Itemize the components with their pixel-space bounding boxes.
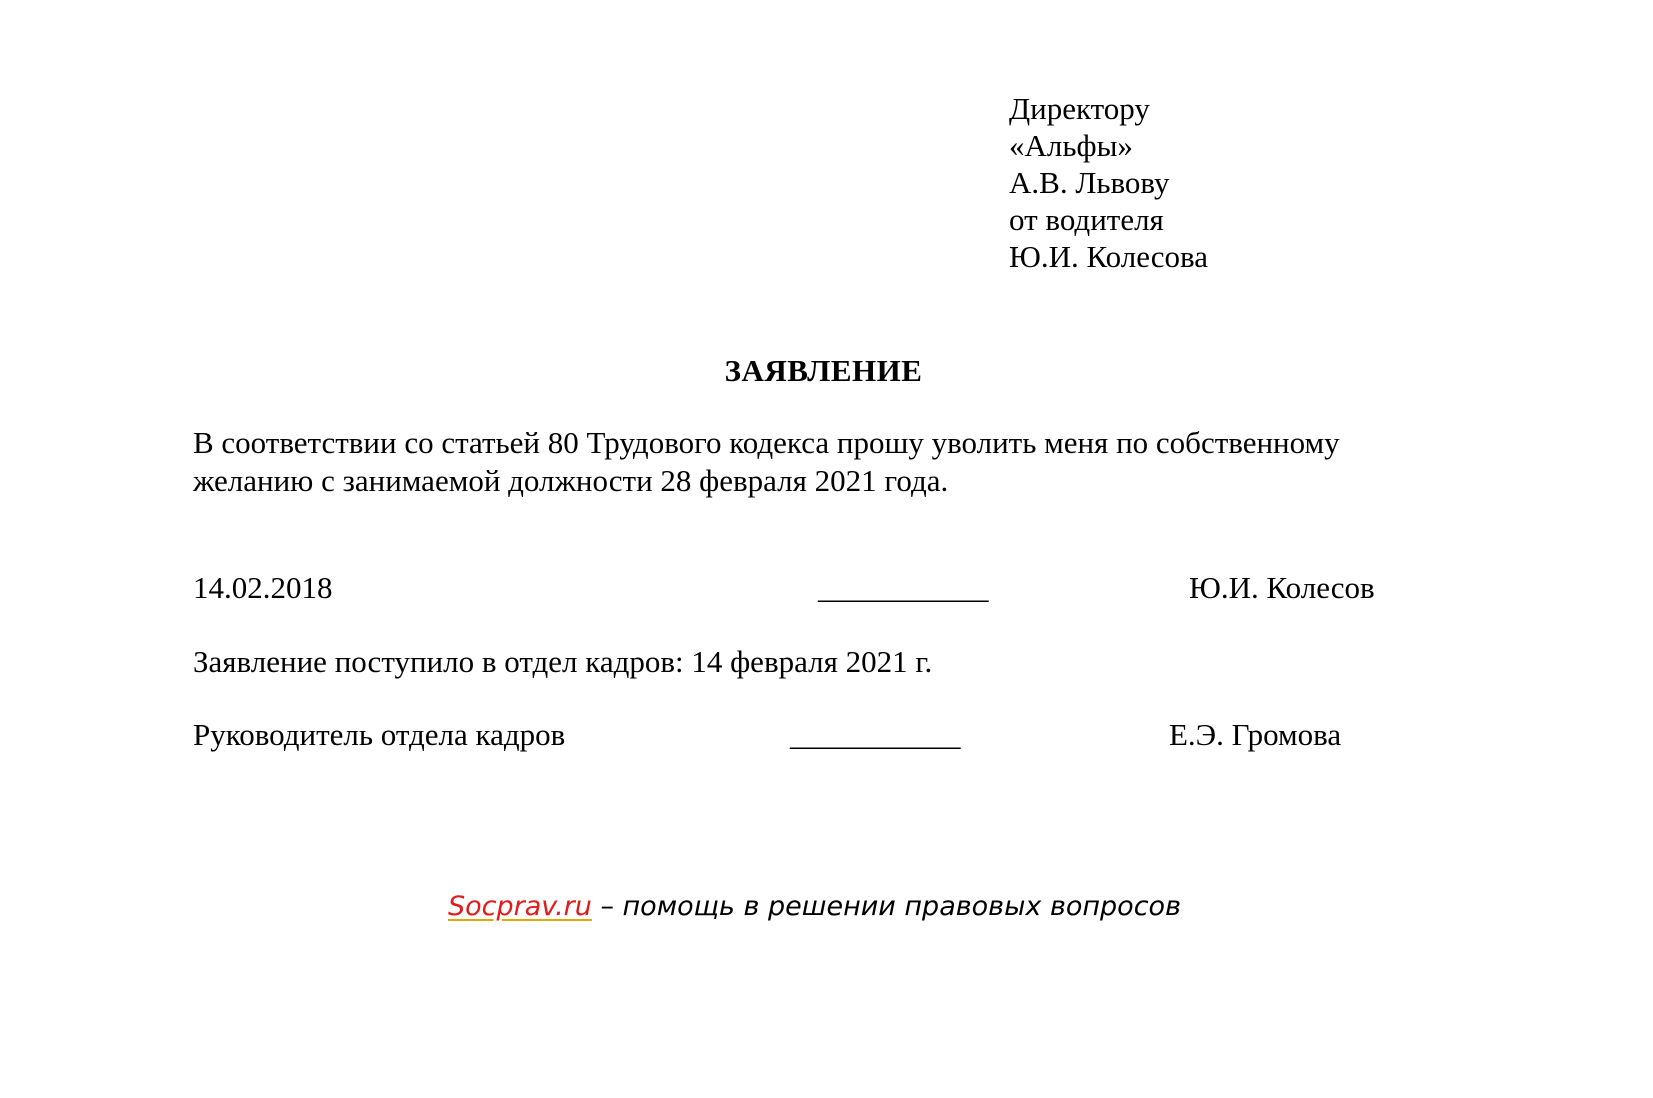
footer-banner [448, 888, 1181, 926]
hr-signature-blank: ___________ [790, 717, 961, 752]
body-text-line-1: В соответствии со статьей 80 Трудового кодекса прошу уволить меня по собственному [193, 425, 1340, 460]
addressee-line-applicant-name: Ю.И. Колесова [1009, 239, 1208, 274]
body-text-line-2: желанию с занимаемой должности 28 февраля 2021 года. [193, 463, 949, 498]
hr-head-position: Руководитель отдела кадров [193, 717, 566, 752]
footer-tagline: – помощь в решении правовых вопросов [591, 891, 1181, 922]
addressee-line-director-name: А.В. Львову [1009, 165, 1170, 200]
application-date: 14.02.2018 [193, 570, 333, 605]
addressee-line-director: Директору [1009, 91, 1150, 126]
addressee-block [1009, 90, 1208, 275]
document-title [0, 352, 1653, 390]
applicant-signature-blank: ___________ [818, 570, 989, 605]
document-title-text: ЗАЯВЛЕНИЕ [724, 353, 923, 388]
addressee-line-company: «Альфы» [1009, 128, 1133, 163]
hr-head-name: Е.Э. Громова [1169, 717, 1342, 752]
applicant-name: Ю.И. Колесов [1189, 570, 1375, 605]
footer-brand-link[interactable]: Socprav.ru [448, 891, 592, 922]
addressee-line-from: от водителя [1009, 202, 1164, 237]
received-note: Заявление поступило в отдел кадров: 14 февраля 2021 г. [193, 644, 933, 679]
